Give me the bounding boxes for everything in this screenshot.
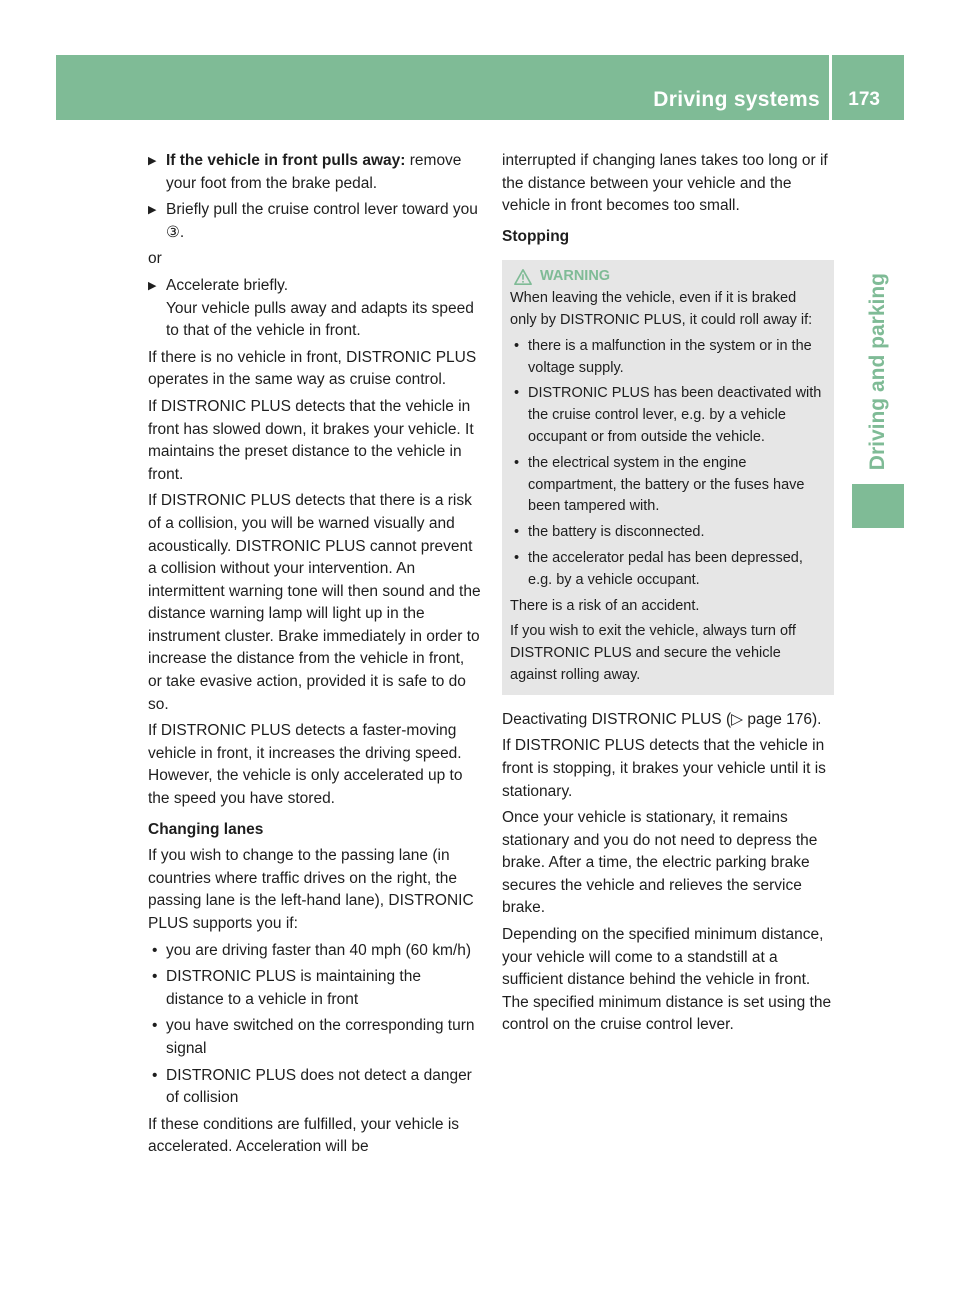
list-item: • DISTRONIC PLUS does not detect a danger of collision: [148, 1065, 482, 1110]
header-divider: [829, 55, 832, 120]
paragraph: If DISTRONIC PLUS detects that there is a risk of a collision, you will be warned visually and acoustically. DISTRONIC PLUS cannot prevent a collision without your intervention. An intermittent warning tone will then sound and the distance warning lamp will light up in the instrument cluster. Brake immediately in order to increase the distance from the vehicle in front, or take evasive action, provided it is safe to do so.: [148, 492, 481, 713]
right-column: [502, 150, 834, 1037]
list-item: • you are driving faster than 40 mph (60 km/h): [148, 940, 482, 963]
paragraph: Once your vehicle is stationary, it remains stationary and you do not need to depress the brake. After a time, the electric parking brake secures the vehicle and relieves the service brake.: [502, 809, 818, 917]
warning-box: [502, 260, 834, 694]
warning-intro: When leaving the vehicle, even if it is braked only by DISTRONIC PLUS, it could roll away if:: [510, 290, 813, 328]
deactivating-reference: Deactivating DISTRONIC PLUS (▷ page 176).: [502, 710, 822, 728]
paragraph: Depending on the specified minimum distance, your vehicle will come to a standstill at a sufficient distance behind the vehicle in front. The specified minimum distance is set using the control on the cruise control lever.: [502, 926, 832, 1034]
paragraph: If DISTRONIC PLUS detects a faster-moving vehicle in front, it increases the driving speed. However, the vehicle is only accelerated up to the speed you have stored.: [148, 722, 463, 808]
warning-risk: There is a risk of an accident.: [510, 597, 700, 614]
paragraph: If these conditions are fulfilled, your vehicle is accelerated. Acceleration will be: [148, 1115, 460, 1156]
section-title: Driving systems: [653, 88, 820, 111]
list-item: • there is a malfunction in the system or in the voltage supply.: [510, 336, 826, 380]
list-item: • the accelerator pedal has been depressed, e.g. by a vehicle occupant.: [510, 548, 826, 592]
list-item: • DISTRONIC PLUS is maintaining the distance to a vehicle in front: [148, 966, 482, 1011]
step-accelerate: ▶ Accelerate briefly. Your vehicle pulls away and adapts its speed to that of the vehicle in front.: [148, 275, 482, 343]
list-item: • DISTRONIC PLUS has been deactivated with the cruise control lever, e.g. by a vehicle occupant or from outside the vehicle.: [510, 383, 826, 448]
warning-advice: If you wish to exit the vehicle, always turn off DISTRONIC PLUS and secure the vehicle against rolling away.: [510, 623, 796, 683]
chapter-title: Driving and parking: [865, 272, 889, 470]
paragraph: If there is no vehicle in front, DISTRONIC PLUS operates in the same way as cruise control.: [148, 348, 477, 389]
step-pull-lever: ▶ Briefly pull the cruise control lever toward you ③.: [148, 199, 482, 244]
page-number: 173: [848, 89, 880, 110]
changing-lanes-heading: Changing lanes: [148, 820, 264, 838]
warning-triangle-icon: [514, 268, 532, 286]
left-column: [148, 150, 482, 1159]
side-tab-label: [860, 140, 896, 470]
paragraph: If DISTRONIC PLUS detects that the vehicle in front is stopping, it brakes your vehicle until it is stationary.: [502, 737, 826, 800]
list-item: • the electrical system in the engine compartment, the battery or the fuses have been tampered with.: [510, 453, 826, 518]
header-bar: [56, 55, 904, 120]
or-text: or: [148, 250, 162, 268]
side-marker-block: [852, 484, 904, 528]
list-item: • you have switched on the corresponding turn signal: [148, 1015, 482, 1060]
list-item: • the battery is disconnected.: [510, 522, 826, 544]
paragraph: If you wish to change to the passing lane (in countries where traffic drives on the right, the passing lane is the left-hand lane), DISTRONIC PLUS supports you if:: [148, 847, 474, 932]
stopping-heading: Stopping: [502, 227, 570, 245]
step-pulls-away: ▶ If the vehicle in front pulls away: remove your foot from the brake pedal.: [148, 150, 482, 195]
paragraph: interrupted if changing lanes takes too long or if the distance between your vehicle and the vehicle in front becomes too small.: [502, 152, 828, 215]
warning-title: WARNING: [510, 266, 826, 288]
paragraph: If DISTRONIC PLUS detects that the vehicle in front has slowed down, it brakes your vehicle. It maintains the preset distance to the vehicle in front.: [148, 397, 474, 483]
